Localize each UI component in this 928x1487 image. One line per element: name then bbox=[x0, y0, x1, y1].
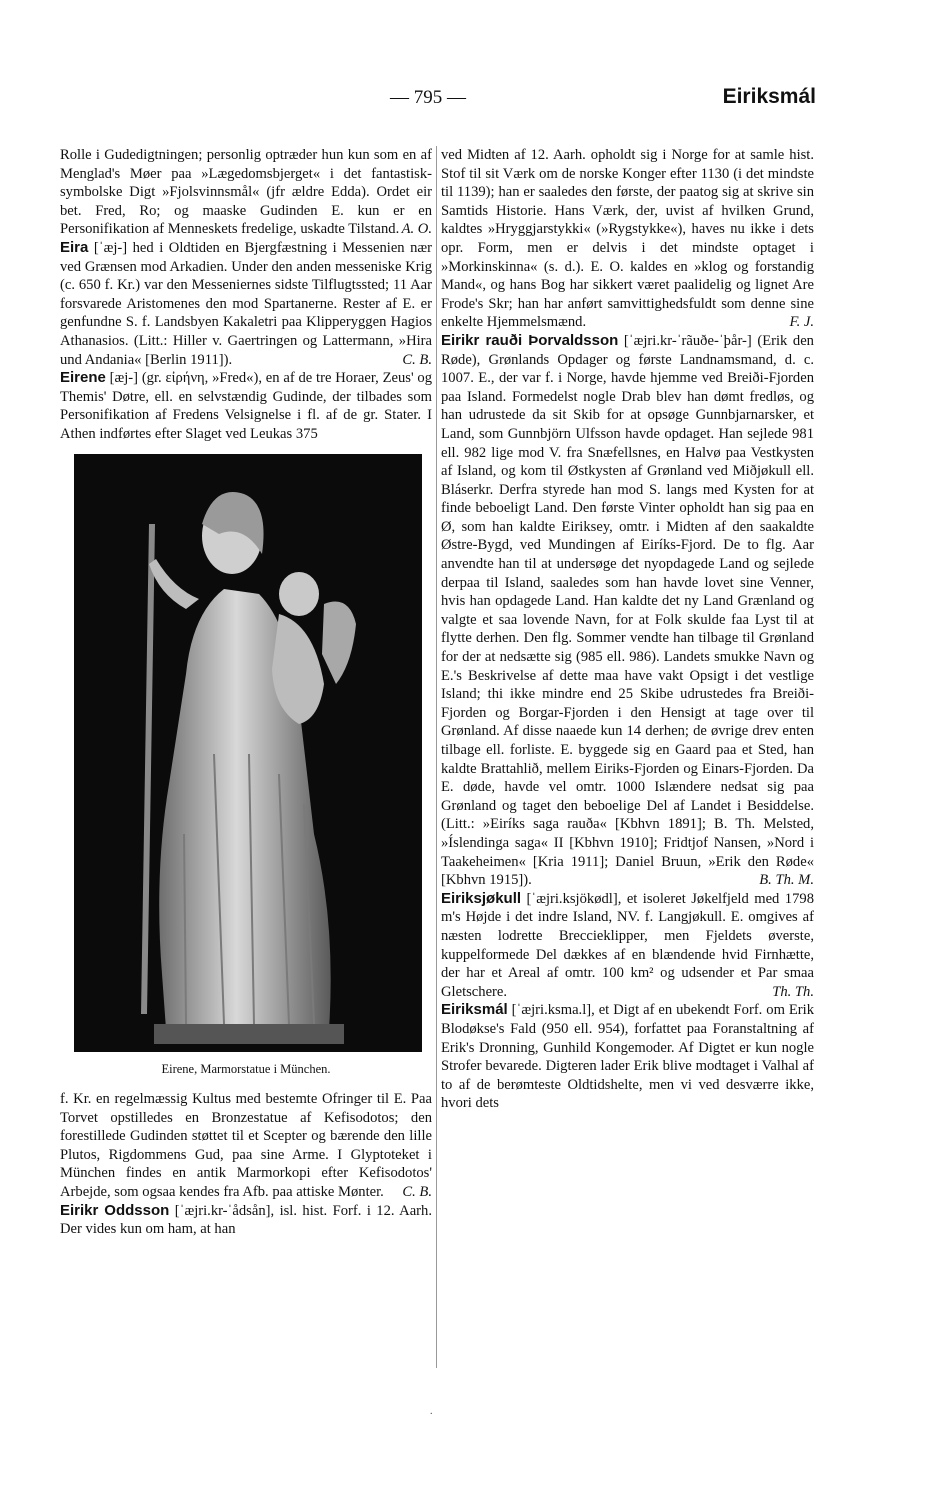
signature: Th. Th. bbox=[772, 983, 814, 1000]
eirene-statue-photo bbox=[74, 454, 422, 1052]
headword-eiriksmal: Eiriksmál bbox=[441, 1001, 508, 1019]
entry-eiriksmal: Eiriksmál [ˈæjri.ksma.l], et Digt af en ubekendt Forf. om Erik Blodøkse's Fald (950 ell. 954), forfattet paa Foranstaltning af Erik's Dronning, Gunhild Kongemoder. Af Digtet er kun nogle Strofer bevarede. Digteren lader Erik blive modtaget i Valhal af to af de berømteste Oldtidshelte, men vi ved desværre ikke, hvori dets bbox=[441, 1001, 814, 1112]
left-column bbox=[60, 146, 432, 1239]
headword-eiriksjokull: Eiriksjøkull bbox=[441, 889, 522, 907]
headword-eira: Eira bbox=[60, 238, 89, 256]
headword-eirikr-oddsson: Eirikr Oddsson bbox=[60, 1201, 170, 1219]
page-header bbox=[0, 85, 928, 117]
entry-eirikr-raudi: Eirikr rauði Þorvaldsson [ˈæjri.kr-ˈrãuðe-ˈþår-] (Erik den Røde), Grønlands Opdager og første Landnamsmand, d. c. 1007. E., der var f. i Norge, havde hjemme ved Breiði-Fjorden paa Island. Formedelst nogle Drab blev han dømt fredløs, og han udrustede da sit Skib for at opsøge Gunnbjarnarsker, et Land, som Gunnbjörn Ulfsson havde opdaget. Han sejlede 981 ell. 982 lige mod V. fra Snæfellsnes, en Halvø paa Vestkysten af Island, og kom til Østkysten af Grønland ved Miðjøkull ell. Bláserkr. Derfra styrede han mod S. langs med Kysten for at finde beboeligt Land. Den første Vinter opholdt han sig paa en Ø, som han kaldte Eiriksey, omtr. i Midten af den saakaldte Østre-Bygd, ved Mundingen af Eiríks-Fjord. De to flg. Aar anvendte han til at undersøge det nyopdagede Land og sejlede derpaa til Island, saaledes som han havde lovet sine Venner, hvis han opdagede Land. Han kaldte det ny Land Grænland og valgte et saa lovende Navn, for at Folk skulde faa Lyst til at flytte derhen. Den flg. Sommer vendte han tilbage til Grønland for der at nedsætte sig (985 ell. 986). Landets smukke Navn og E.'s Beskrivelse af dette maa have vakt Opsigt i det vestlige Island; thi ikke mindre end 25 Skibe udrustedes fra Breiði-Fjorden og Borgar-Fjorden i den Hensigt at tage over til Grønland. Af disse naaede kun 14 derhen; de øvrige drev enten tilbage ell. forliste. E. byggede sig en Gaard paa et Sted, han kaldte Brattahlið, mellem Eiriks-Fjorden og Einars-Fjorden. Da E. døde, havde vel omtr. 1000 Islændere nedsat sig paa Grønland og taget den beboelige Del af Landet i Besiddelse. (Litt.: »Eiríks saga rauða« [Kbhvn 1891]; B. Th. Melsted, »Íslendinga saga« II [Kbhvn 1910]; Fridtjof Nansen, »Nord i Taakeheimen« [Kria 1911]; Daniel Bruun, »Erik den Røde« [Kbhvn 1915]). B. Th. M. bbox=[441, 331, 814, 889]
statue-icon bbox=[74, 454, 422, 1052]
right-column bbox=[441, 146, 814, 1113]
entry-eirikr-oddsson: Eirikr Oddsson [ˈæjri.kr-ˈådsån], isl. hist. Forf. i 12. Aarh. Der vides kun om ham, at han bbox=[60, 1201, 432, 1238]
eirene-entry-continuation: f. Kr. en regelmæssig Kultus med bestemte Ofringer til E. Paa Torvet opstilledes en Bronzestatue af Kefisodotos; den forestillede Gudinden støttet til et Scepter og bærende den lille Plutos, Rigdommens Gud, paa sine Arme. I Glyptoteket i München findes en antik Marmorkopi efter Kefisodotos' Arbejde, som ogsaa kendes fra Afb. paa attiske Mønter. C. B. bbox=[60, 1091, 432, 1201]
eir-entry-continuation: Rolle i Gudedigtningen; personlig optræder hun kun som en af Menglad's Møer paa »Lægedomsbjerget« i det fantastisk-symbolske Digt »Fjolsvinnsmål« (jfr ældre Edda). Ordet eir bet. Fred, Ro; og maaske Gudinden E. kun er en Personifikation af Menneskets fredelige, uskadte Tilstand. A. O. bbox=[60, 147, 432, 238]
signature: C. B. bbox=[402, 1184, 432, 1201]
signature: C. B. bbox=[402, 351, 432, 368]
headword-eirene: Eirene bbox=[60, 369, 106, 387]
scan-dot: . bbox=[430, 1406, 433, 1417]
entry-eiriksjokull: Eiriksjøkull [ˈæjri.ksjökødl], et isoleret Jøkelfjeld med 1798 m's Højde i det indre Island, NV. f. Langjøkull. E. omgives af næsten lodrette Breccieklipper, men Fjeldets øverste, kuppelformede Del dækkes af en blændende hvid Firnhætte, der har et Areal af omtr. 100 km² og udsender et Par smaa Gletschere. Th. Th. bbox=[441, 889, 814, 1000]
figure-caption: Eirene, Marmorstatue i München. bbox=[161, 1061, 331, 1076]
headword-eirikr-raudi: Eirikr rauði Þorvaldsson bbox=[441, 331, 619, 349]
page-number: — 795 — bbox=[390, 87, 466, 108]
entry-eirene: Eirene [æj-] (gr. εἰρήνη, »Fred«), en af de tre Horaer, Zeus' og Themis' Døtre, ell. en selvstændig Gudinde, der tilbades som Personifikation af Fredens Velsignelse i fl. af de gr. Stater. I Athen indførtes efter Slaget ved Leukas 375 bbox=[60, 369, 432, 442]
running-headword: Eiriksmál bbox=[722, 85, 816, 108]
oddsson-entry-continuation: ved Midten af 12. Aarh. opholdt sig i Norge for at samle hist. Stof til sit Værk om de norske Konger efter 1130 (i det mindste til 1139); han er saaledes den første, der paatog sig at skrive sin Samtids Historie. Hans Værk, der, uvist af hvilken Grund, kaldtes »Hryggjarstykki« (»Rygstykke«), haves nu ikke i dets opr. Form, men er delvis i det mindste optaget i »Morkinskinna« (s. d.). E. O. kaldes en »klog og forstandig Mand«, og hans Bog har sikkert været paalidelig og lignet Are Frode's Skr; han har anført samvittighedsfuldt som denne sine enkelte Hjemmelsmænd. F. J. bbox=[441, 147, 814, 331]
entry-eira: Eira [ˈæj-] hed i Oldtiden en Bjergfæstning i Messenien nær ved Grænsen mod Arkadien. Under den anden messeniske Krig (c. 650 f. Kr.) var den Messeniernes sidste Tilflugtssted; 11 Aar forsvarede Aristomenes den mod Spartanerne. Rester af E. er genfundne S. f. Landsbyen Kakaletri paa Klipperyggen Hagios Athanasios. (Litt.: Hiller v. Gaertringen og Lattermann, »Hira und Andania« [Berlin 1911]). C. B. bbox=[60, 238, 432, 368]
signature: B. Th. M. bbox=[759, 872, 814, 889]
column-divider bbox=[436, 146, 437, 1368]
signature: F. J. bbox=[789, 314, 814, 331]
signature: A. O. bbox=[401, 221, 432, 238]
